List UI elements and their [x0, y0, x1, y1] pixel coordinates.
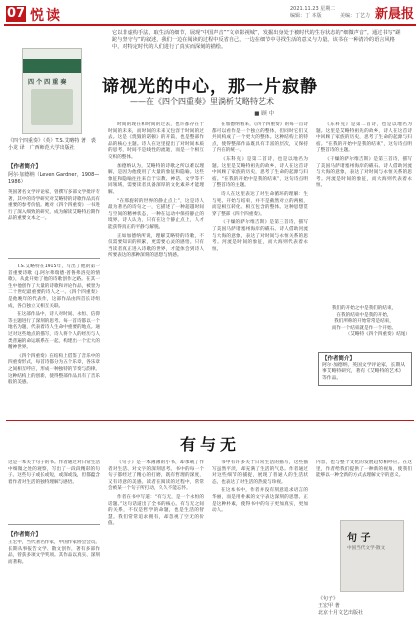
page-number: 07: [6, 6, 26, 21]
intro-paragraph: 它以非虚构手法，取生活的细节，展现“中国声音”“文章影视城”，发掘出身处于被时代的生存状态的“细微声音”。通过书写“蹉跎与坚守与”的叙述，我们一边在阅读的过程中反省自己，一边在细节中寻找生活的意义与力量。该书在一种清冷的语言风格中，对特定时代的人们进行了真实而深刻的描绘。: [112, 30, 401, 51]
side-note-text: 阿尔·加德纳，英国文学评论家，长期从事艾略特研究，著有《艾略特的艺术》等作品。: [322, 362, 406, 381]
paragraph: 《东科克》是第二首诗，也是以地名为题。这里是艾略特祖先的故乡，诗人在这首诗中回顾了家族的历史，思考了生命的起源与归宿。“在我的开始中是我的结束”，这句诗点明了整首诗的主题。: [212, 156, 308, 189]
divider: [8, 258, 100, 259]
paragraph: T.S.艾略特在1915年，写出了他的第一首重要诗歌《J.阿尔弗瑞德·普鲁弗洛克的情歌》，从此开始了他的诗歌创作之路。在其一生中他创作了大量的诗歌和评论作品，被誉为二十世纪最重要的诗人之一。《四个四重奏》是他晚年的代表作，这部作品由四首长诗组成，各自独立又相互关联。: [8, 264, 100, 309]
article2-column-2: [212, 460, 308, 630]
section-divider: [6, 420, 414, 421]
article-subtitle: ——在《四个四重奏》里淌析艾略特艺术: [130, 97, 274, 106]
book2-cover-subtitle: 中国当代文学·散文: [347, 546, 386, 551]
article-author: ■ 顾 中: [254, 111, 274, 117]
article2-right-note: 内容，也与整个文化的发展趋势相呼应。在这里，作者给我们提供了一种新的视角，使我们能够以一种全新的方式去理解文字的意义。: [316, 460, 412, 479]
poem-note: （艾略特《四个四重奏》结尾）: [345, 332, 410, 338]
article2-column-1: [108, 460, 204, 630]
article-column-1: [8, 264, 100, 414]
article2-left-note: 这是一本关于句子的书。作者通过对日常生活中细微之处的观察，写出了一段段精彩的句子。这些句子或长或短，或深或浅，但都蕴含着作者对生活的独特理解与感悟。: [8, 460, 100, 485]
paragraph: 在这部作品中，诗人对时间、永恒、信仰等主题进行了深刻的思考。每一首诗都以一个地名为题，代表着诗人生命中重要的地点。通过对这些地点的描写，诗人将个人的经历与人类普遍的命运联系在一起，构建出一个宏大的精神世界。: [8, 312, 100, 351]
author-desc: 英国著名文学评论家，曾撰写多部文学批评专著，其中的诗学研究对艾略特的诗歌作品具有重要的参考价值。她对《四个四重奏》一书进行了深入细致的研究，成为解读艾略特后期作品的重要文本之一。: [8, 190, 100, 222]
newspaper-logo: 新晨报: [374, 7, 414, 22]
poem-line: 我们所称的开始常常是结束，: [334, 319, 394, 325]
paragraph: 《句子》是一本薄薄的小书，却承载了作者对生活、对文字的深刻思考。书中的每一个句子都经过了精心的打磨，既有哲理的深度，又有诗意的美感。读者在阅读的过程中，常常会被某一个句子所打动，久久不能忘怀。: [108, 460, 204, 492]
paragraph: 在这本书中，作者并没有刻意追求语言的华丽，而是用朴素的文字表达深刻的思想。正是这种朴素，使得书中的句子更加真实，更加动人。: [212, 488, 308, 514]
author-label: 【作者简介】: [8, 164, 42, 170]
article-column-4: [316, 122, 412, 302]
article-column-3: [212, 122, 308, 414]
cover-band: [23, 59, 81, 73]
header-rule: [4, 24, 416, 26]
paragraph: 作者在书中写道：“有与无，是一个永恒的话题。”这句话道出了全书的核心。有与无之间的关系，不仅是哲学的命题，也是生活的智慧。我们常常追求拥有，却忽视了空无的价值。: [108, 494, 204, 527]
paragraph: 诗人在这里表达了对生命循环的理解：生与死、开始与结束，并不是截然对立的两极，而是相互转化、相互包含的整体。这种思想贯穿了整部《四个四重奏》。: [212, 191, 308, 217]
divider: [8, 524, 100, 525]
side-note-box: [318, 352, 412, 386]
paragraph: 《东科克》是第二首诗，也是以地名为题。这里是艾略特祖先的故乡，诗人在这首诗中回顾了家族的历史，思考了生命的起源与归宿。“在我的开始中是我的结束”，这句诗点明了整首诗的主题。: [316, 122, 412, 154]
article-column-2: [108, 122, 204, 414]
article2-title: 有与无: [179, 435, 240, 454]
header-design: 美编：丁艺力: [340, 13, 371, 19]
book2-cover-image: [340, 520, 404, 592]
paragraph: 《干燥的萨尔维吉斯》是第三首诗，描写了美国马萨诸塞州海岸的礁石。诗人借助河流与大海的意象，表达了对时间与永恒关系的思考。河流是时间的象征，而大海则代表着永恒。: [212, 220, 308, 252]
author-bio: 阿尔·加德纳（Leven Gardner，1908—1986）: [8, 172, 100, 185]
paragraph: 《干燥的萨尔维吉斯》是第三首诗，描写了美国马萨诸塞州海岸的礁石。诗人借助河流与大海的意象，表达了对时间与永恒关系的思考。河流是时间的象征，而大海则代表着永恒。: [316, 156, 412, 189]
paragraph: 《四个四重奏》在结构上借鉴了音乐中的四重奏形式，每首诗都分为五个乐章，各乐章之间相互呼应，形成一种独特的节奏与韵律。这种结构上的创新，使得整部作品具有了音乐般的美感。: [8, 353, 100, 386]
header-date: 2021.11.23 星期二: [290, 6, 336, 12]
book-caption: 《四个四重奏》（英）T.S.艾略特 著 裘小龙 译 广西师范大学出版社: [8, 138, 96, 151]
book2-caption: 《句子》 王宏甲 著 北京十月文艺出版社: [318, 596, 364, 616]
paragraph: 时间的现在和时间的过去，也许都存在于时间的未来，而时间的未来又包容于时间的过去。这是《烧毁的诺顿》的开篇，也是整部作品的核心主题。诗人在这里提出了对时间本质的思考，时间不是线性的流逝，而是一个相互交织的整体。: [108, 122, 204, 160]
poem-line: 而作一个结束就是作一个开始。: [331, 325, 397, 331]
poem-block: [318, 306, 410, 339]
header-editor: 编辑：丁 本版: [290, 13, 322, 19]
paragraph: 加德纳认为，艾略特的诗歌之所以难以理解，是因为他使用了大量的象征和隐喻。这些象征和隐喻往往来自于宗教、神话、文学等不同领域，需要读者具备深厚的文化素养才能理解。: [108, 163, 204, 195]
poem-line: 我们的开始之中是我们的结束，: [331, 306, 397, 311]
section-title: 悦读: [30, 8, 62, 24]
cover-title: 四 个 四 重 奏: [28, 79, 67, 86]
article-title: 谛视光的中心，那一片寂静: [102, 77, 318, 97]
poem-line: 在我的结束中是我的开始，: [336, 312, 392, 318]
side-note-title: 【作者简介】: [322, 356, 356, 362]
book2-cover-title: 句 子: [347, 533, 371, 544]
author2-label: 【作者简介】: [8, 532, 42, 538]
paragraph: 书中有许多关于日常生活的描写，这些描写虽然平淡，却充满了生活的气息。作者通过对这些细节的捕捉，展现了普通人的生活状态，也表达了对生活的热爱与珍视。: [212, 460, 308, 485]
paragraph: “在那旋转的世界的静止点上”，这是诗人最为著名的诗句之一，它描述了一种超越时间与空间的精神状态，一种在运动中保持静止的境界。诗人认为，只有在这个静止点上，人才能获得真正的平静与解脱。: [108, 198, 204, 230]
paragraph: 正如加德纳所说，理解艾略特的诗歌，不仅需要知识的积累，更需要心灵的感悟。只有当读者真正进入诗歌的世界，才能体会到诗人所要表达的那种深刻的思想与情感。: [108, 233, 204, 259]
paragraph: 在加德纳看来，《四个四重奏》的每一首诗都可以看作是一个独立的整体，但同时它们又共同构成了一个更大的整体。这种结构上的特点，使得整部作品既具有丰富的层次，又保持了内在的统一。: [212, 122, 308, 154]
author2-bio: 王宏甲，当代著名作家，中国作家协会会员。长期从事报告文学、散文创作，著有多部作品，曾获多项文学奖项。其作品以真实、深刻而著称。: [8, 540, 100, 565]
